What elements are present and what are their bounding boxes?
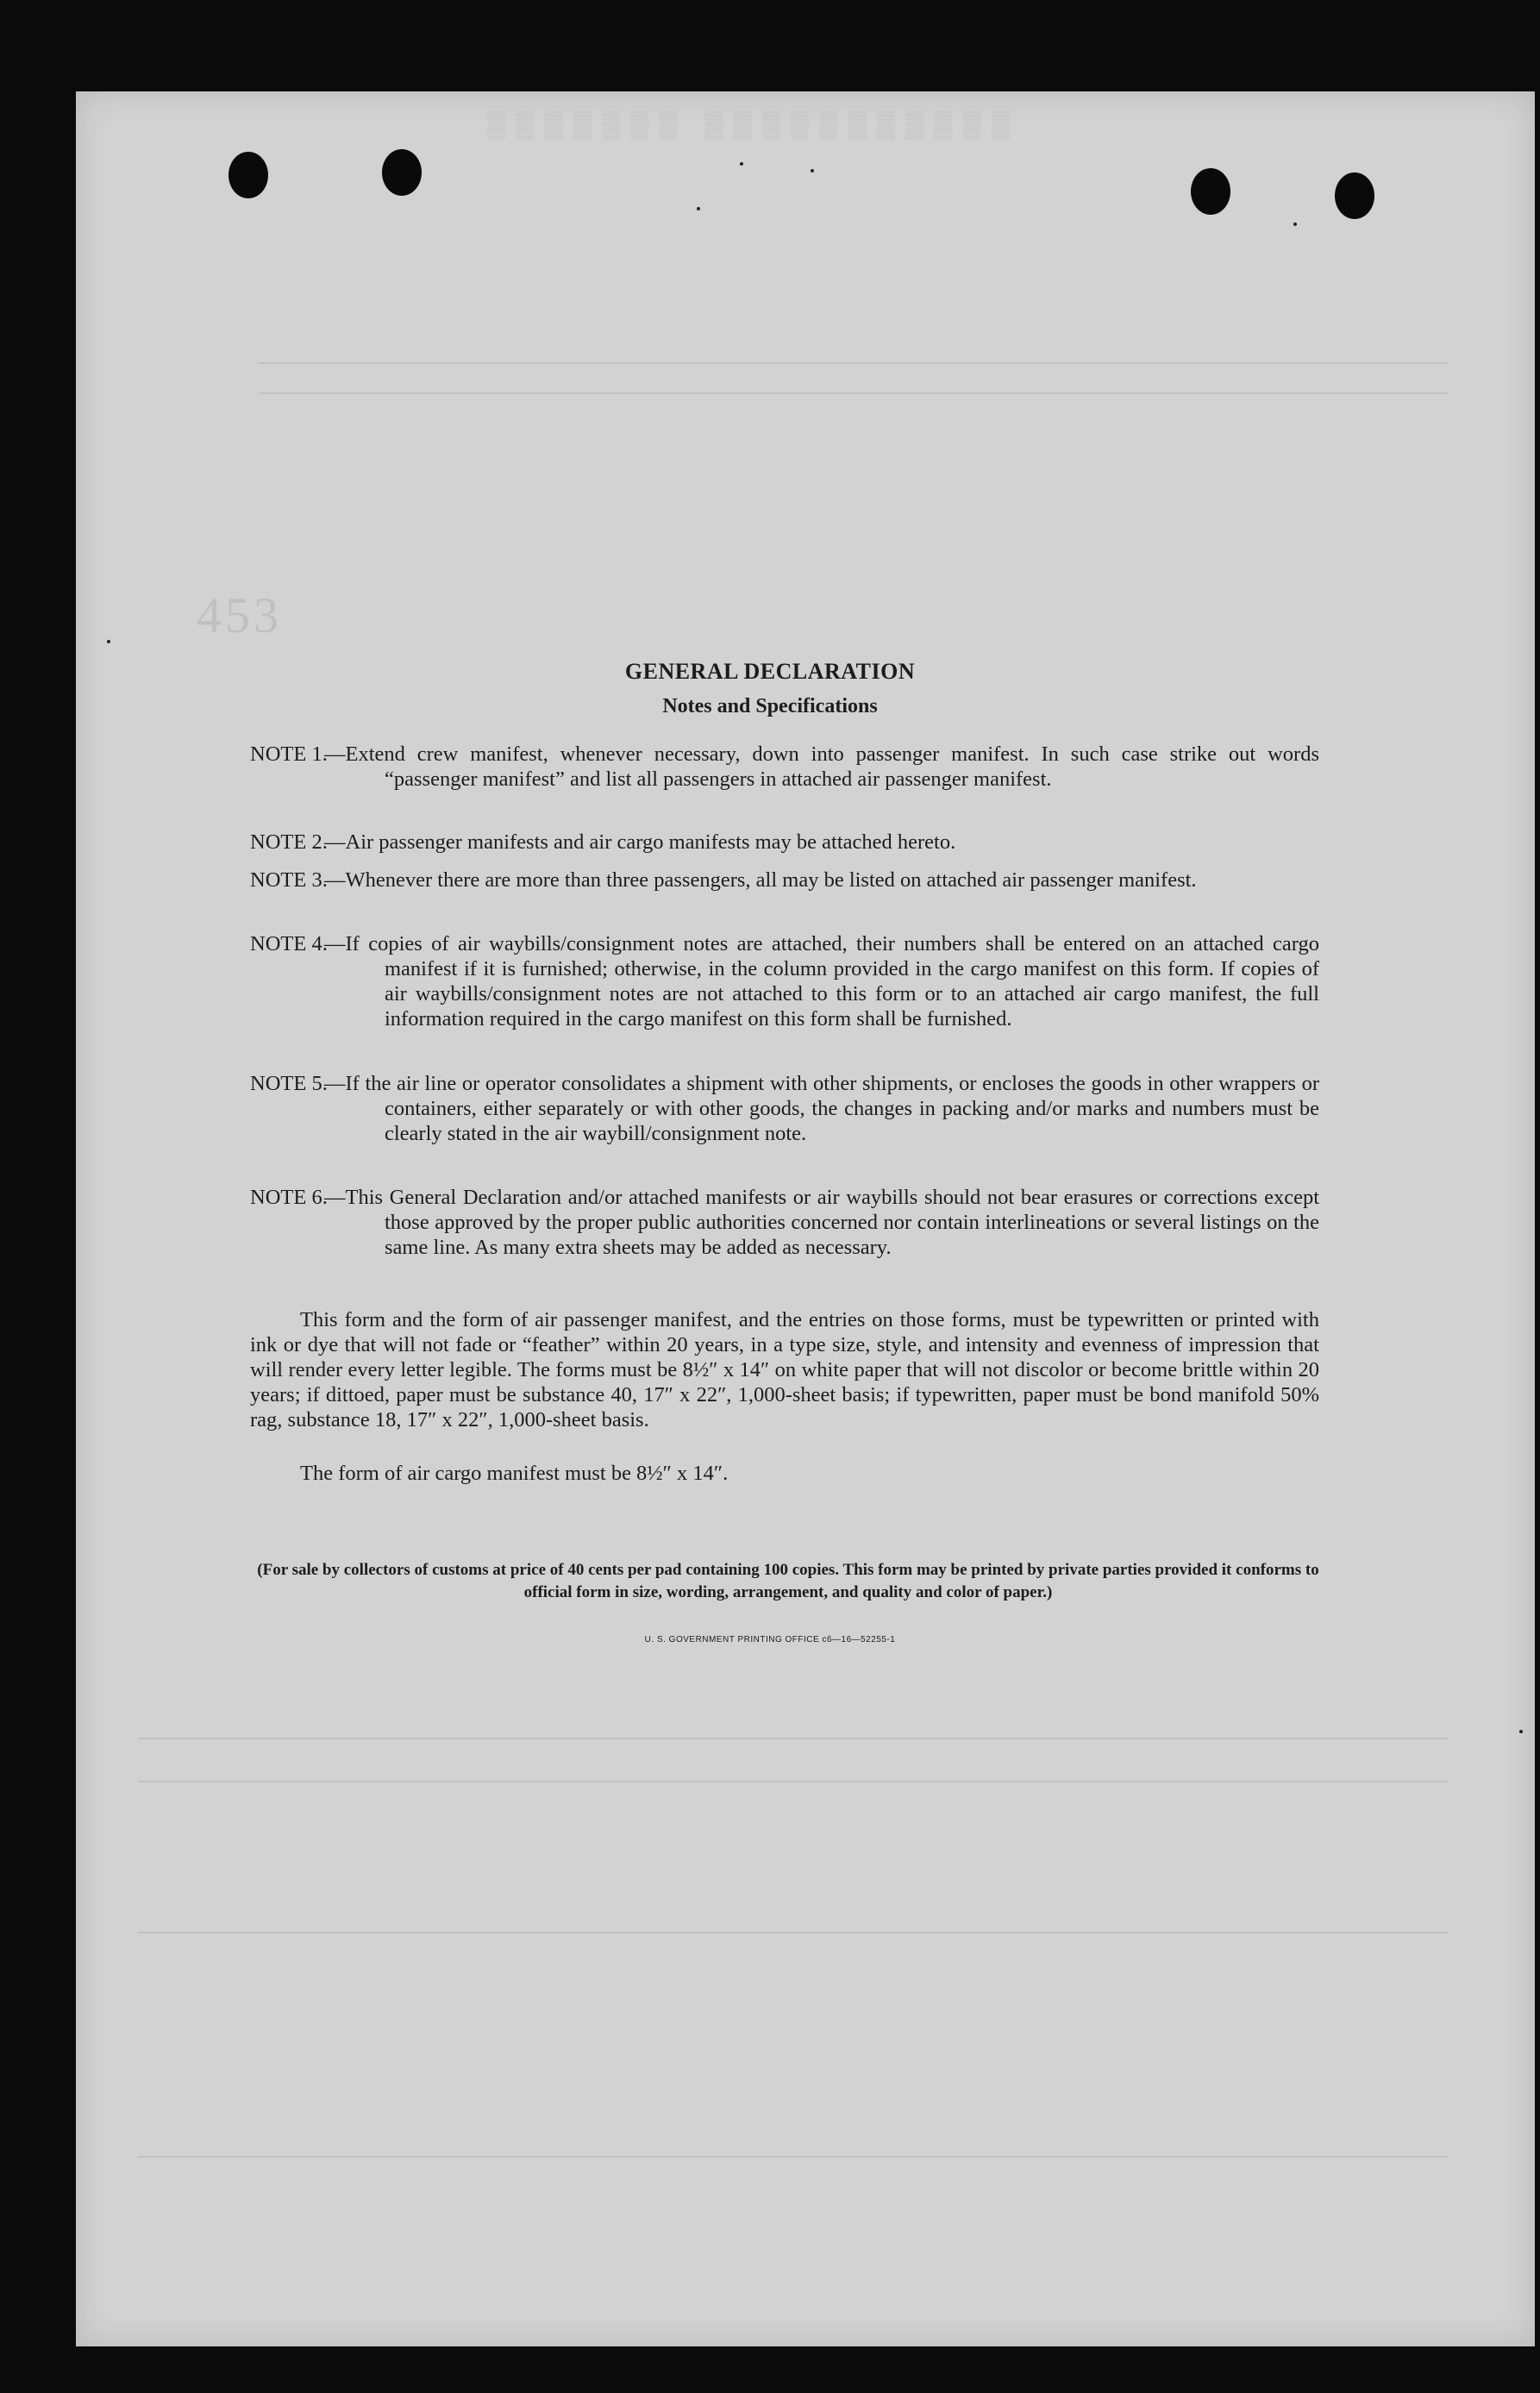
paper-specification-paragraph: This form and the form of air passenger manifest, and the entries on those forms, must be typewritten or printed with ink or dye that will not fade or “feather” within 20 years, in a type size, style, and intensity and evenness of impression that will render every letter legible. The forms must be 8½″ x 14″ on white paper that will not discolor or become brittle within 20 years; if dittoed, paper must be substance 40, 17″ x 22″, 1,000-sheet basis; if typewritten, paper must be bond manifold 50% rag, substance 18, 17″ x 22″, 1,000-sheet basis. xyxy=(250,1308,1319,1431)
note-1 xyxy=(250,742,1319,792)
note-label: NOTE 3. xyxy=(250,868,328,892)
note-text: —Air passenger manifests and air cargo manifests may be attached hereto. xyxy=(324,830,956,854)
note-label: NOTE 2. xyxy=(250,830,328,854)
note-text: —If the air line or operator consolidates a shipment with other shipments, or encloses the goods in other wrappers or containers, either separately or with other goods, the changes in packing and/or marks and numbers must be clearly stated in the air waybill/consignment note. xyxy=(324,1072,1319,1145)
page-subtitle: Notes and Specifications xyxy=(662,695,878,717)
page-title: GENERAL DECLARATION xyxy=(624,659,916,684)
bleed-through-stamp-number: 453 xyxy=(197,587,282,643)
note-2 xyxy=(250,830,1319,855)
note-label: NOTE 4. xyxy=(250,932,328,955)
note-3 xyxy=(250,868,1319,893)
note-label: NOTE 6. xyxy=(250,1186,328,1209)
note-label: NOTE 1. xyxy=(250,742,328,766)
printing-office-imprint: U. S. GOVERNMENT PRINTING OFFICE c6—16—52255-1 xyxy=(644,1635,896,1644)
note-6 xyxy=(250,1185,1319,1260)
note-text: —If copies of air waybills/consignment notes are attached, their numbers shall be entered on an attached cargo manifest if it is furnished; otherwise, in the column provided in the cargo manifest on this form. If copies of air waybills/consignment notes are not attached to this form or to an attached air cargo manifest, the full information required in the cargo manifest on this form shall be furnished. xyxy=(324,932,1319,1030)
cargo-manifest-size-paragraph: The form of air cargo manifest must be 8½″ x 14″. xyxy=(300,1462,729,1485)
note-text: —Whenever there are more than three passengers, all may be listed on attached air passenger manifest. xyxy=(324,868,1197,892)
bleed-through-heading: ▒▒▒▒▒▒▒ ▒▒▒▒▒▒▒▒▒▒▒ xyxy=(487,110,1021,139)
note-label: NOTE 5. xyxy=(250,1072,328,1095)
note-4 xyxy=(250,931,1319,1031)
note-5 xyxy=(250,1071,1319,1146)
note-text: —Extend crew manifest, whenever necessary, down into passenger manifest. In such case strike out words “passenger manifest” and list all passengers in attached air passenger manifest. xyxy=(324,742,1319,791)
note-text: —This General Declaration and/or attached manifests or air waybills should not bear erasures or corrections except those approved by the proper public authorities concerned nor contain interlineations or several listings on the same line. As many extra sheets may be added as necessary. xyxy=(324,1186,1319,1259)
sale-notice: (For sale by collectors of customs at price of 40 cents per pad containing 100 copies. This form may be printed by private parties provided it conforms to official form in size, wording, arrangement, and quality and color of paper.) xyxy=(257,1561,1319,1601)
